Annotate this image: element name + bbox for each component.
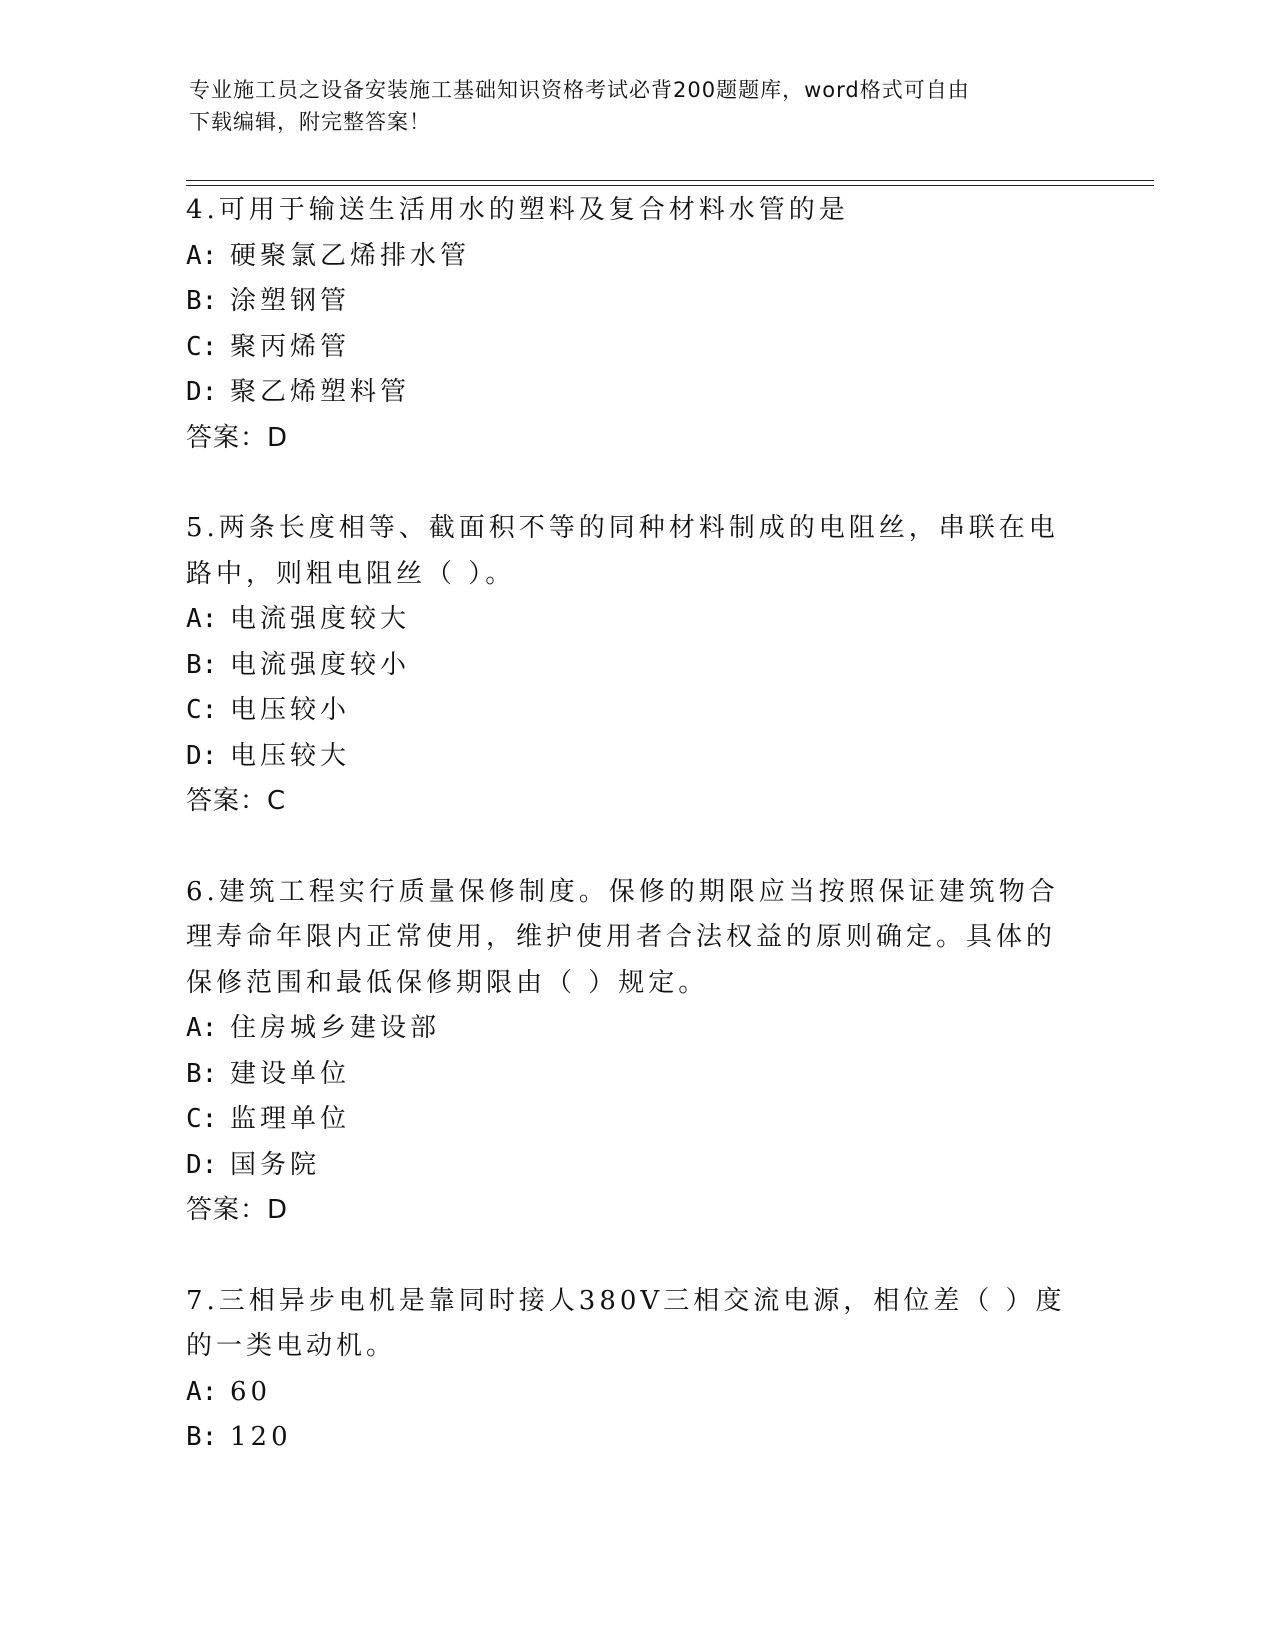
option-letter: D: (186, 1149, 218, 1180)
option-letter: B: (186, 286, 218, 316)
question-6 (186, 870, 1066, 1234)
answer-line: 答案：D (186, 1195, 289, 1225)
option-b (186, 1052, 1066, 1098)
option-text: 建设单位 (230, 1058, 351, 1089)
option-letter: A: (186, 1013, 218, 1043)
option-d (186, 734, 1066, 780)
option-letter: D: (186, 740, 218, 771)
option-text: 聚乙烯塑料管 (230, 377, 411, 407)
option-d (186, 1143, 1066, 1189)
option-c (186, 325, 1066, 371)
option-text: 120 (230, 1422, 292, 1452)
question-text: 7.三相异步电机是靠同时接人380V三相交流电源，相位差（ ）度的一类电动机。 (186, 1285, 1066, 1361)
option-a (186, 234, 1066, 280)
option-letter: A: (186, 240, 218, 271)
option-a (186, 1006, 1066, 1052)
question-5 (186, 506, 1066, 825)
option-b (186, 1415, 1066, 1461)
header-divider-top (186, 180, 1154, 181)
question-7 (186, 1279, 1066, 1461)
option-letter: B: (186, 1058, 218, 1089)
header-line-2: 下载编辑，附完整答案！ (189, 110, 431, 134)
option-letter: C: (186, 695, 218, 725)
option-text: 涂塑钢管 (230, 286, 351, 316)
option-text: 电压较小 (230, 695, 351, 725)
option-letter: D: (186, 377, 218, 407)
option-letter: C: (186, 331, 218, 362)
option-text: 电压较大 (230, 740, 351, 771)
option-letter: A: (186, 604, 218, 634)
question-text: 5.两条长度相等、截面积不等的同种材料制成的电阻丝，串联在电路中，则粗电阻丝（ ）。 (186, 513, 1059, 589)
option-text: 硬聚氯乙烯排水管 (230, 240, 471, 271)
option-d (186, 370, 1066, 416)
option-letter: C: (186, 1104, 218, 1134)
option-b (186, 643, 1066, 689)
option-text: 60 (230, 1376, 272, 1407)
question-text: 4.可用于输送生活用水的塑料及复合材料水管的是 (186, 195, 849, 225)
option-text: 住房城乡建设部 (230, 1013, 441, 1043)
option-b (186, 279, 1066, 325)
header-line-1: 专业施工员之设备安装施工基础知识资格考试必背200题题库，word格式可自由 (189, 78, 970, 102)
option-a (186, 597, 1066, 643)
answer-line: 答案：C (186, 786, 287, 816)
option-text: 聚丙烯管 (230, 331, 351, 362)
document-header (189, 74, 1089, 138)
option-letter: A: (186, 1376, 218, 1407)
question-text: 6.建筑工程实行质量保修制度。保修的期限应当按照保证建筑物合理寿命年限内正常使用，维护使用者合法权益的原则确定。具体的保修范围和最低保修期限由（ ）规定。 (186, 876, 1059, 998)
option-text: 国务院 (230, 1149, 321, 1180)
option-a (186, 1370, 1066, 1416)
option-c (186, 1097, 1066, 1143)
option-text: 电流强度较大 (230, 604, 411, 634)
option-letter: B: (186, 649, 218, 680)
header-divider-bottom (186, 185, 1154, 186)
option-text: 监理单位 (230, 1104, 351, 1134)
option-c (186, 688, 1066, 734)
answer-line: 答案：D (186, 422, 289, 453)
question-list (186, 188, 1066, 1506)
question-4 (186, 188, 1066, 461)
option-letter: B: (186, 1422, 218, 1452)
option-text: 电流强度较小 (230, 649, 411, 680)
